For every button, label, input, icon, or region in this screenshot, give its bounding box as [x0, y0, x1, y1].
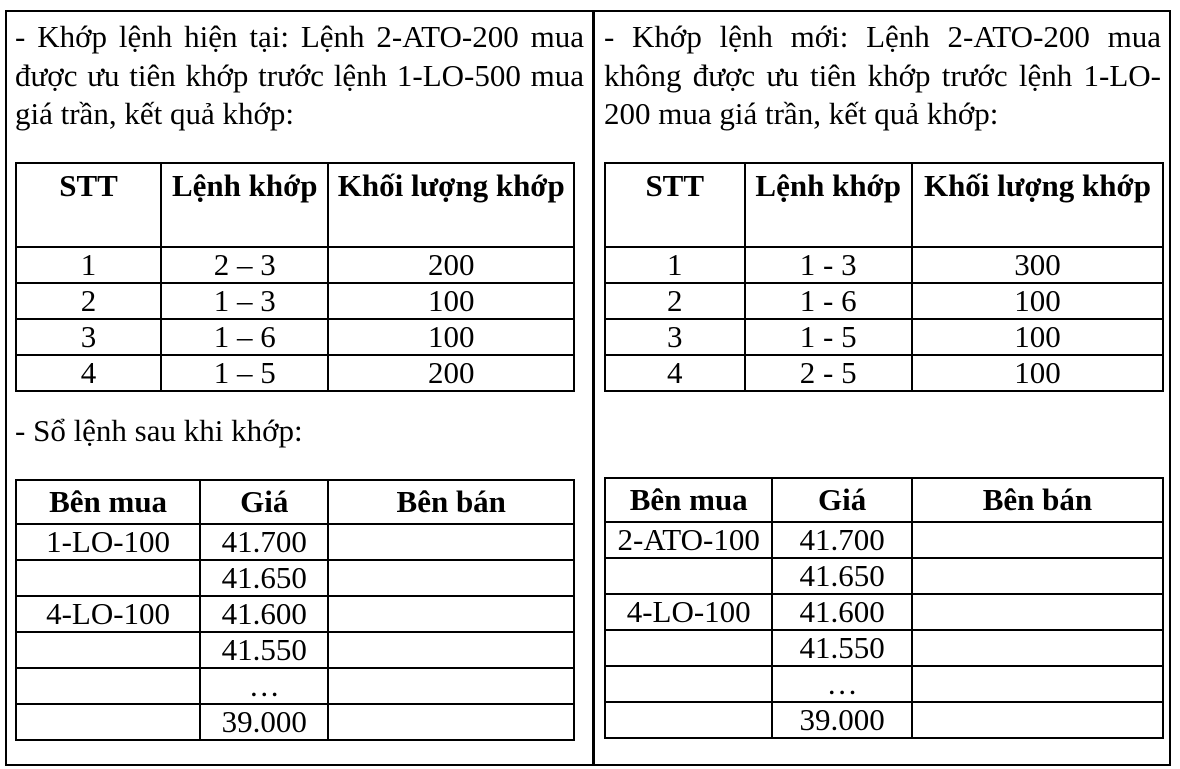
paragraph-new-matching: - Khớp lệnh mới: Lệnh 2-ATO-200 mua không được ưu tiên khớp trước lệnh 1-LO-200 mua giá trần, kết quả khớp:: [604, 19, 1161, 131]
right-column: [595, 12, 1169, 764]
table-header-row: [605, 163, 1163, 247]
header-ben-mua: Bên mua: [16, 480, 200, 524]
table-cell: [16, 668, 200, 704]
header-lenh-khop: Lệnh khớp: [745, 163, 912, 247]
table-cell: 41.650: [200, 560, 328, 596]
table-cell: 41.700: [772, 522, 912, 558]
table-cell: 1: [16, 247, 161, 283]
table-cell: 1 - 6: [745, 283, 912, 319]
table-cell: [605, 666, 772, 702]
table-cell: 1 - 5: [745, 319, 912, 355]
table-cell: 1 – 3: [161, 283, 328, 319]
table-cell: 41.550: [772, 630, 912, 666]
table-cell: 41.700: [200, 524, 328, 560]
order-book-label: - Sổ lệnh sau khi khớp:: [15, 412, 303, 448]
table-cell: [328, 632, 574, 668]
table-row: [605, 666, 1163, 702]
table-cell: 100: [912, 283, 1163, 319]
table-row: [16, 524, 574, 560]
table-cell: 41.650: [772, 558, 912, 594]
table-cell: 2-ATO-100: [605, 522, 772, 558]
table-cell: 3: [605, 319, 745, 355]
order-book-table-left: [15, 479, 575, 741]
table-header-row: [605, 478, 1163, 522]
table-row: [605, 522, 1163, 558]
table-cell: 3: [16, 319, 161, 355]
table-cell: 2 – 3: [161, 247, 328, 283]
table-row: [605, 594, 1163, 630]
table-cell: [328, 704, 574, 740]
header-khoi-luong-khop: Khối lượng khớp: [328, 163, 574, 247]
table-cell: [912, 558, 1163, 594]
table-cell: 41.600: [772, 594, 912, 630]
table-row: [605, 247, 1163, 283]
table-row: [16, 247, 574, 283]
table-header-row: [16, 480, 574, 524]
table-cell: 39.000: [200, 704, 328, 740]
table-cell: 2: [16, 283, 161, 319]
table-cell: [328, 668, 574, 704]
table-cell: 1: [605, 247, 745, 283]
table-cell: [16, 560, 200, 596]
table-row: [605, 702, 1163, 738]
table-row: [16, 632, 574, 668]
table-cell: …: [200, 668, 328, 704]
table-row: [16, 596, 574, 632]
table-cell: …: [772, 666, 912, 702]
table-cell: 200: [328, 355, 574, 391]
table-cell: 100: [328, 283, 574, 319]
header-stt: STT: [605, 163, 745, 247]
table-cell: 100: [328, 319, 574, 355]
table-cell: [16, 632, 200, 668]
table-cell: 1 - 3: [745, 247, 912, 283]
table-cell: 4-LO-100: [605, 594, 772, 630]
table-cell: [912, 630, 1163, 666]
table-row: [605, 630, 1163, 666]
header-stt: STT: [16, 163, 161, 247]
header-ben-ban: Bên bán: [328, 480, 574, 524]
order-book-table-right: [604, 477, 1164, 739]
table-cell: [328, 560, 574, 596]
table-cell: 100: [912, 319, 1163, 355]
table-cell: [16, 704, 200, 740]
table-cell: 100: [912, 355, 1163, 391]
table-row: [16, 704, 574, 740]
header-lenh-khop: Lệnh khớp: [161, 163, 328, 247]
table-cell: [605, 702, 772, 738]
table-row: [605, 283, 1163, 319]
table-cell: 4: [605, 355, 745, 391]
header-khoi-luong-khop: Khối lượng khớp: [912, 163, 1163, 247]
table-row: [16, 283, 574, 319]
table-row: [16, 668, 574, 704]
table-cell: 2: [605, 283, 745, 319]
table-cell: 1-LO-100: [16, 524, 200, 560]
table-cell: [328, 524, 574, 560]
table-cell: 300: [912, 247, 1163, 283]
match-result-table-left: [15, 162, 575, 392]
table-cell: [912, 702, 1163, 738]
table-cell: 41.600: [200, 596, 328, 632]
left-column: [7, 12, 592, 764]
table-cell: 1 – 6: [161, 319, 328, 355]
header-ben-ban: Bên bán: [912, 478, 1163, 522]
table-row: [16, 355, 574, 391]
table-row: [16, 560, 574, 596]
table-cell: [912, 666, 1163, 702]
table-cell: 200: [328, 247, 574, 283]
table-cell: [912, 522, 1163, 558]
table-cell: 4: [16, 355, 161, 391]
table-cell: [605, 558, 772, 594]
paragraph-current-matching: - Khớp lệnh hiện tại: Lệnh 2-ATO-200 mua được ưu tiên khớp trước lệnh 1-LO-500 mua giá trần, kết quả khớp:: [15, 19, 584, 131]
table-header-row: [16, 163, 574, 247]
table-row: [605, 558, 1163, 594]
table-cell: 4-LO-100: [16, 596, 200, 632]
table-row: [16, 319, 574, 355]
table-cell: 1 – 5: [161, 355, 328, 391]
match-result-table-right: [604, 162, 1164, 392]
table-cell: 39.000: [772, 702, 912, 738]
table-cell: [605, 630, 772, 666]
table-cell: [912, 594, 1163, 630]
table-row: [605, 319, 1163, 355]
table-cell: 2 - 5: [745, 355, 912, 391]
header-ben-mua: Bên mua: [605, 478, 772, 522]
header-gia: Giá: [200, 480, 328, 524]
table-cell: [328, 596, 574, 632]
table-cell: 41.550: [200, 632, 328, 668]
table-row: [605, 355, 1163, 391]
document-frame: [5, 10, 1171, 766]
header-gia: Giá: [772, 478, 912, 522]
